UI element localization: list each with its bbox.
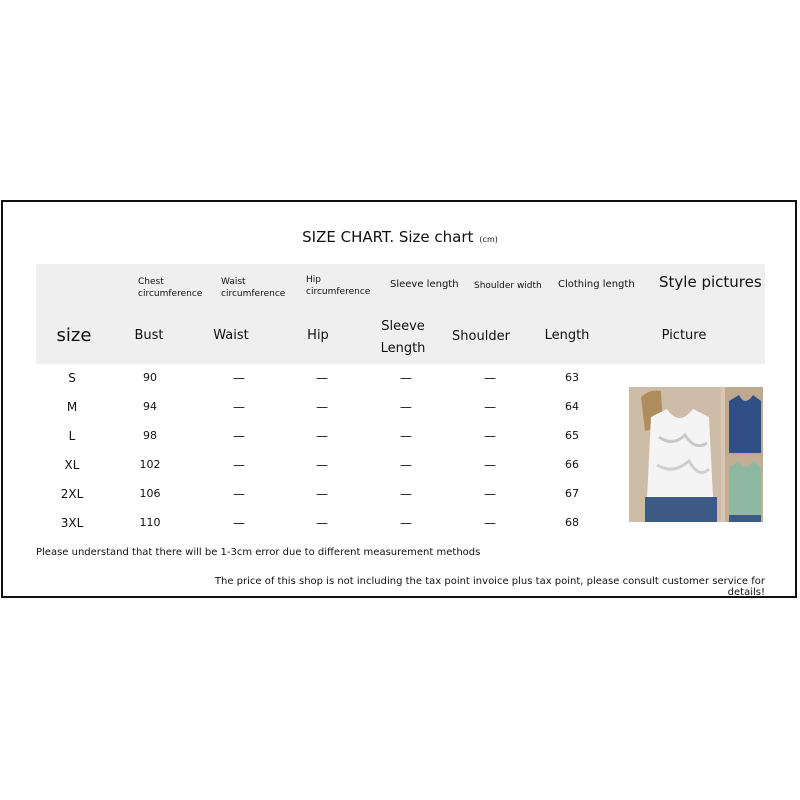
- row-hip: —: [316, 458, 328, 472]
- header-sleeve-short: Sleeve Length: [380, 319, 426, 356]
- row-bust: 94: [143, 400, 157, 413]
- header-clothing: Clothing length: [558, 279, 635, 290]
- row-length: 63: [565, 371, 579, 384]
- tank-top-photo-icon: [629, 387, 763, 522]
- row-waist: —: [233, 458, 245, 472]
- header-bust: Bust: [134, 328, 164, 343]
- row-waist: —: [233, 516, 245, 530]
- row-hip: —: [316, 400, 328, 414]
- row-sleeve: —: [400, 458, 412, 472]
- row-waist: —: [233, 371, 245, 385]
- header-shoulder: Shoulder width: [474, 281, 542, 291]
- header-shoulder-short: Shoulder: [452, 329, 510, 344]
- chart-title-text: SIZE CHART. Size chart: [302, 228, 474, 246]
- row-shoulder: —: [484, 516, 496, 530]
- row-bust: 98: [143, 429, 157, 442]
- row-hip: —: [316, 371, 328, 385]
- row-shoulder: —: [484, 371, 496, 385]
- row-sleeve: —: [400, 371, 412, 385]
- header-length: Length: [544, 328, 590, 343]
- row-shoulder: —: [484, 487, 496, 501]
- row-sleeve: —: [400, 429, 412, 443]
- row-waist: —: [233, 400, 245, 414]
- row-length: 68: [565, 516, 579, 529]
- header-hip-short: Hip: [307, 328, 329, 343]
- row-sleeve: —: [400, 516, 412, 530]
- row-length: 66: [565, 458, 579, 471]
- header-style: Style pictures: [659, 273, 762, 291]
- row-sleeve: —: [400, 487, 412, 501]
- price-note: The price of this shop is not including the tax point invoice plus tax point, please consult customer service for details!: [214, 576, 765, 598]
- row-size: M: [66, 400, 78, 414]
- row-bust: 90: [143, 371, 157, 384]
- row-length: 64: [565, 400, 579, 413]
- chart-unit: (cm): [479, 235, 498, 244]
- header-waist-short: Waist: [213, 328, 249, 343]
- header-hip: Hip circumference: [306, 275, 371, 297]
- row-bust: 106: [139, 487, 161, 500]
- row-shoulder: —: [484, 458, 496, 472]
- error-note: Please understand that there will be 1-3cm error due to different measurement methods: [36, 547, 481, 558]
- row-size: XL: [64, 458, 80, 472]
- header-chest: Chest circumference: [138, 277, 203, 299]
- row-shoulder: —: [484, 429, 496, 443]
- row-sleeve: —: [400, 400, 412, 414]
- row-shoulder: —: [484, 400, 496, 414]
- row-hip: —: [316, 429, 328, 443]
- chart-title: [0, 228, 800, 246]
- row-hip: —: [316, 516, 328, 530]
- row-length: 67: [565, 487, 579, 500]
- row-bust: 110: [139, 516, 161, 529]
- header-waist: Waist circumference: [221, 277, 286, 299]
- row-size: 3XL: [60, 516, 84, 530]
- header-sleeve: Sleeve length: [390, 279, 459, 290]
- row-length: 65: [565, 429, 579, 442]
- row-size: L: [68, 429, 76, 443]
- row-bust: 102: [139, 458, 161, 471]
- row-waist: —: [233, 429, 245, 443]
- header-size: size: [56, 325, 92, 346]
- row-size: 2XL: [60, 487, 84, 501]
- header-picture: Picture: [661, 328, 707, 343]
- row-hip: —: [316, 487, 328, 501]
- style-picture: [629, 387, 763, 522]
- row-waist: —: [233, 487, 245, 501]
- row-size: S: [68, 371, 76, 385]
